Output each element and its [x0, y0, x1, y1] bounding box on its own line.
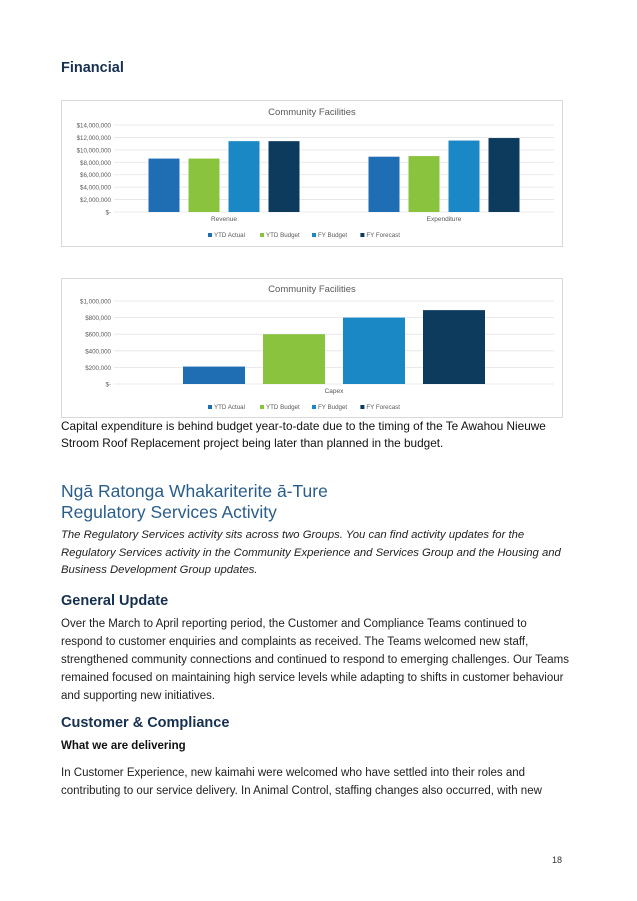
y-tick-label: $14,000,000	[76, 122, 111, 130]
section-title-maori: Ngā Ratonga Whakariterite ā-Ture	[61, 481, 328, 501]
legend-swatch	[260, 233, 264, 237]
capex-chart	[61, 278, 563, 418]
bar-fy-forecast	[269, 141, 300, 212]
y-tick-label: $600,000	[85, 331, 111, 339]
page-number: 18	[552, 855, 563, 865]
legend-label: FY Forecast	[366, 404, 400, 411]
bar-ytd-actual	[369, 157, 400, 212]
legend-swatch	[312, 405, 316, 409]
y-tick-label: $10,000,000	[76, 147, 111, 155]
customer-compliance-heading: Customer & Compliance	[61, 715, 230, 731]
legend-swatch	[208, 233, 212, 237]
general-update-heading: General Update	[61, 593, 169, 609]
y-tick-label: $1,000,000	[80, 298, 111, 306]
legend-label: FY Budget	[318, 404, 348, 411]
revenue-expenditure-chart-svg	[62, 101, 562, 246]
y-tick-label: $800,000	[85, 315, 111, 323]
legend-label: YTD Actual	[214, 404, 245, 411]
delivering-heading: What we are delivering	[61, 740, 186, 752]
financial-heading: Financial	[61, 60, 124, 76]
bar-ytd-budget	[409, 156, 440, 212]
legend-label: YTD Budget	[266, 404, 300, 411]
legend-label: YTD Budget	[266, 232, 300, 239]
bar-fy-budget	[229, 141, 260, 212]
legend-label: YTD Actual	[214, 232, 245, 239]
legend-swatch	[312, 233, 316, 237]
y-tick-label: $4,000,000	[80, 184, 111, 192]
section-title: Regulatory Services Activity	[61, 502, 277, 522]
bar-fy-budget	[449, 141, 480, 212]
y-tick-label: $200,000	[85, 364, 111, 372]
legend-label: FY Forecast	[366, 232, 400, 239]
y-tick-label: $-	[105, 381, 111, 389]
section-intro: The Regulatory Services activity sits across two Groups. You can find activity updates for the Regulatory Services activity in the Community Experience and Services Group and the Housing and Business Development Group updates.	[61, 529, 561, 576]
bar-fy-forecast	[423, 310, 485, 384]
capex-chart-svg	[62, 279, 562, 417]
bar-ytd-budget	[263, 334, 325, 384]
general-update-text: Over the March to April reporting period, the Customer and Compliance Teams continued to respond to customer enquiries and complaints as received. The Teams welcomed new staff, strengthened community connections and continued to respond to emerging challenges. Our Teams remained focused on maintaining high service levels while adapting to shifts in customer behaviour and supporting new initiatives.	[61, 618, 570, 702]
y-tick-label: $8,000,000	[80, 159, 111, 167]
revenue-expenditure-chart	[61, 100, 563, 247]
legend-swatch	[360, 405, 364, 409]
x-category-label: Expenditure	[426, 216, 462, 223]
chart-title: Community Facilities	[268, 107, 356, 118]
customer-experience-text: In Customer Experience, new kaimahi were welcomed who have settled into their roles and contributing to our service delivery. In Animal Control, staffing changes also occurred, with new	[61, 767, 542, 797]
bar-fy-forecast	[489, 138, 520, 212]
y-tick-label: $400,000	[85, 348, 111, 356]
bar-ytd-actual	[183, 367, 245, 384]
y-tick-label: $12,000,000	[76, 134, 111, 142]
legend-label: FY Budget	[318, 232, 348, 239]
legend-swatch	[360, 233, 364, 237]
chart-title: Community Facilities	[268, 284, 356, 295]
capex-explanation: Capital expenditure is behind budget year-to-date due to the timing of the Te Awahou Nieuwe Stroom Roof Replacement project being later than planned in the budget.	[61, 419, 546, 450]
y-tick-label: $6,000,000	[80, 172, 111, 180]
y-tick-label: $-	[105, 209, 111, 217]
y-tick-label: $2,000,000	[80, 197, 111, 205]
bar-fy-budget	[343, 318, 405, 384]
x-category-label: Revenue	[210, 216, 238, 223]
legend-swatch	[208, 405, 212, 409]
bar-ytd-actual	[149, 159, 180, 212]
bar-ytd-budget	[189, 159, 220, 212]
legend-swatch	[260, 405, 264, 409]
x-category-label: Capex	[324, 388, 344, 395]
